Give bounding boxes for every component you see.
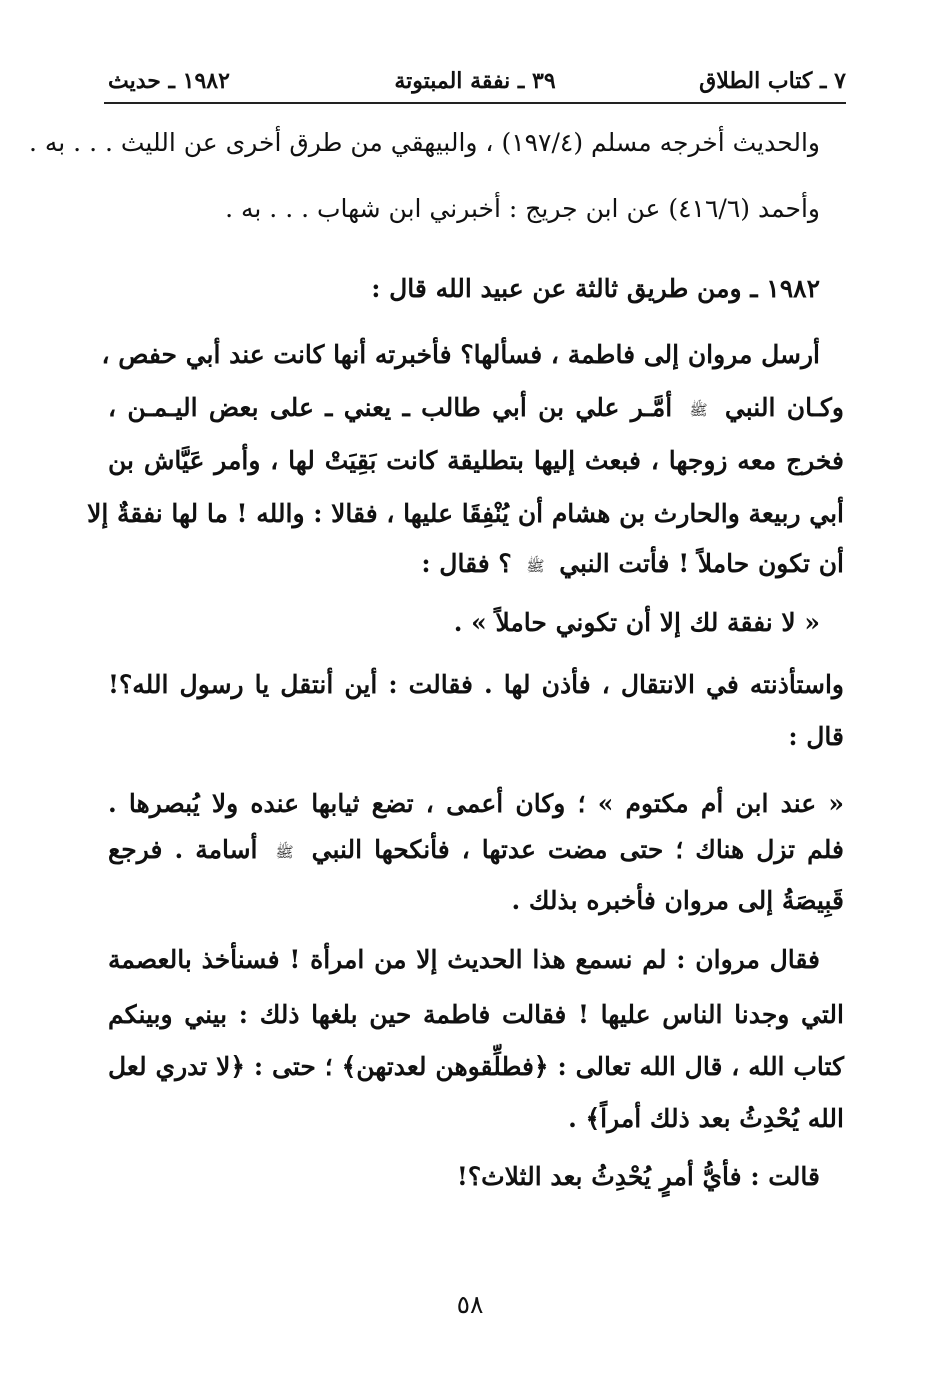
hadith-text-line-14: الله يُحْدِثُ بعد ذلك أمراً﴾ . (568, 1104, 844, 1133)
text-segment: أن تكون حاملاً ! فأتت النبي (559, 549, 844, 578)
hadith-text-line-4: أبي ربيعة والحارث بن هشام أن يُنْفِقَا عليها ، فقالا : والله ! ما لها نفقةٌ إلا (87, 499, 844, 528)
hadith-text-line-11: فقال مروان : لم نسمع هذا الحديث إلا من امرأة ! فسنأخذ بالعصمة (108, 945, 820, 974)
salutation-glyph: ﷺ (689, 400, 708, 419)
hadith-text-line-10: قَبِيصَةُ إلى مروان فأخبره بذلك . (511, 886, 844, 915)
hadith-text-line-15: قالت : فأيُّ أمرٍ يُحْدِثُ بعد الثلاث؟! (456, 1162, 820, 1191)
header-book-title: ٧ ـ كتاب الطلاق (699, 68, 846, 94)
salutation-glyph: ﷺ (275, 842, 294, 861)
hadith-text-line-12: التي وجدنا الناس عليها ! فقالت فاطمة حين بلغها ذلك : بيني وبينكم (108, 1000, 844, 1029)
header-hadith-number: ١٩٨٢ ـ حديث (108, 68, 230, 94)
hadith-text-line-1: أرسل مروان إلى فاطمة ، فسألها؟ فأخبرته أنها كانت عند أبي حفص ، (101, 340, 820, 369)
text-segment: ؟ فقال : (421, 549, 512, 578)
takhrij-line-2: وأحمد (٤١٦/٦) عن ابن جريج : أخبرني ابن شهاب . . . به . (225, 194, 820, 223)
takhrij-line-1: والحديث أخرجه مسلم (١٩٧/٤) ، والبيهقي من طرق أخرى عن الليث . . . به . (28, 128, 820, 157)
running-header (104, 62, 846, 104)
prophet-quote-1: « لا نفقة لك إلا أن تكوني حاملاً » . (453, 608, 820, 637)
hadith-text-line-6: واستأذنته في الانتقال ، فأذن لها . فقالت : أين أنتقل يا رسول الله؟! (108, 670, 844, 699)
hadith-text-line-5 (421, 549, 844, 579)
hadith-heading: ١٩٨٢ ـ ومن طريق ثالثة عن عبيد الله قال : (371, 274, 820, 303)
hadith-text-line-9 (108, 835, 844, 865)
text-segment: وكـان النبي (724, 393, 844, 422)
hadith-text-line-7: قال : (788, 722, 844, 751)
text-segment: أمَّـر علي بن أبي طالب ـ يعني ـ على بعض اليـمـن ، (108, 393, 673, 422)
page-number: ٥٨ (456, 1290, 484, 1319)
salutation-glyph: ﷺ (526, 556, 545, 575)
hadith-text-line-2 (108, 393, 844, 423)
hadith-text-line-13: كتاب الله ، قال الله تعالى : ﴿فطلِّقوهن لعدتهن﴾ ؛ حتى : ﴿لا تدري لعل (108, 1052, 844, 1081)
hadith-text-line-8: « عند ابن أم مكتوم » ؛ وكان أعمى ، تضع ثيابها عنده ولا يُبصرها . (108, 789, 844, 818)
hadith-text-line-3: فخرج معه زوجها ، فبعث إليها بتطليقة كانت بَقِيَتْ لها ، وأمر عَيَّاش بن (108, 446, 844, 475)
header-chapter-title: ٣٩ ـ نفقة المبتوتة (394, 68, 556, 94)
text-segment: فلم تزل هناك ؛ حتى مضت عدتها ، فأنكحها النبي (311, 835, 844, 864)
text-segment: أسامة . فرجع (108, 835, 258, 864)
